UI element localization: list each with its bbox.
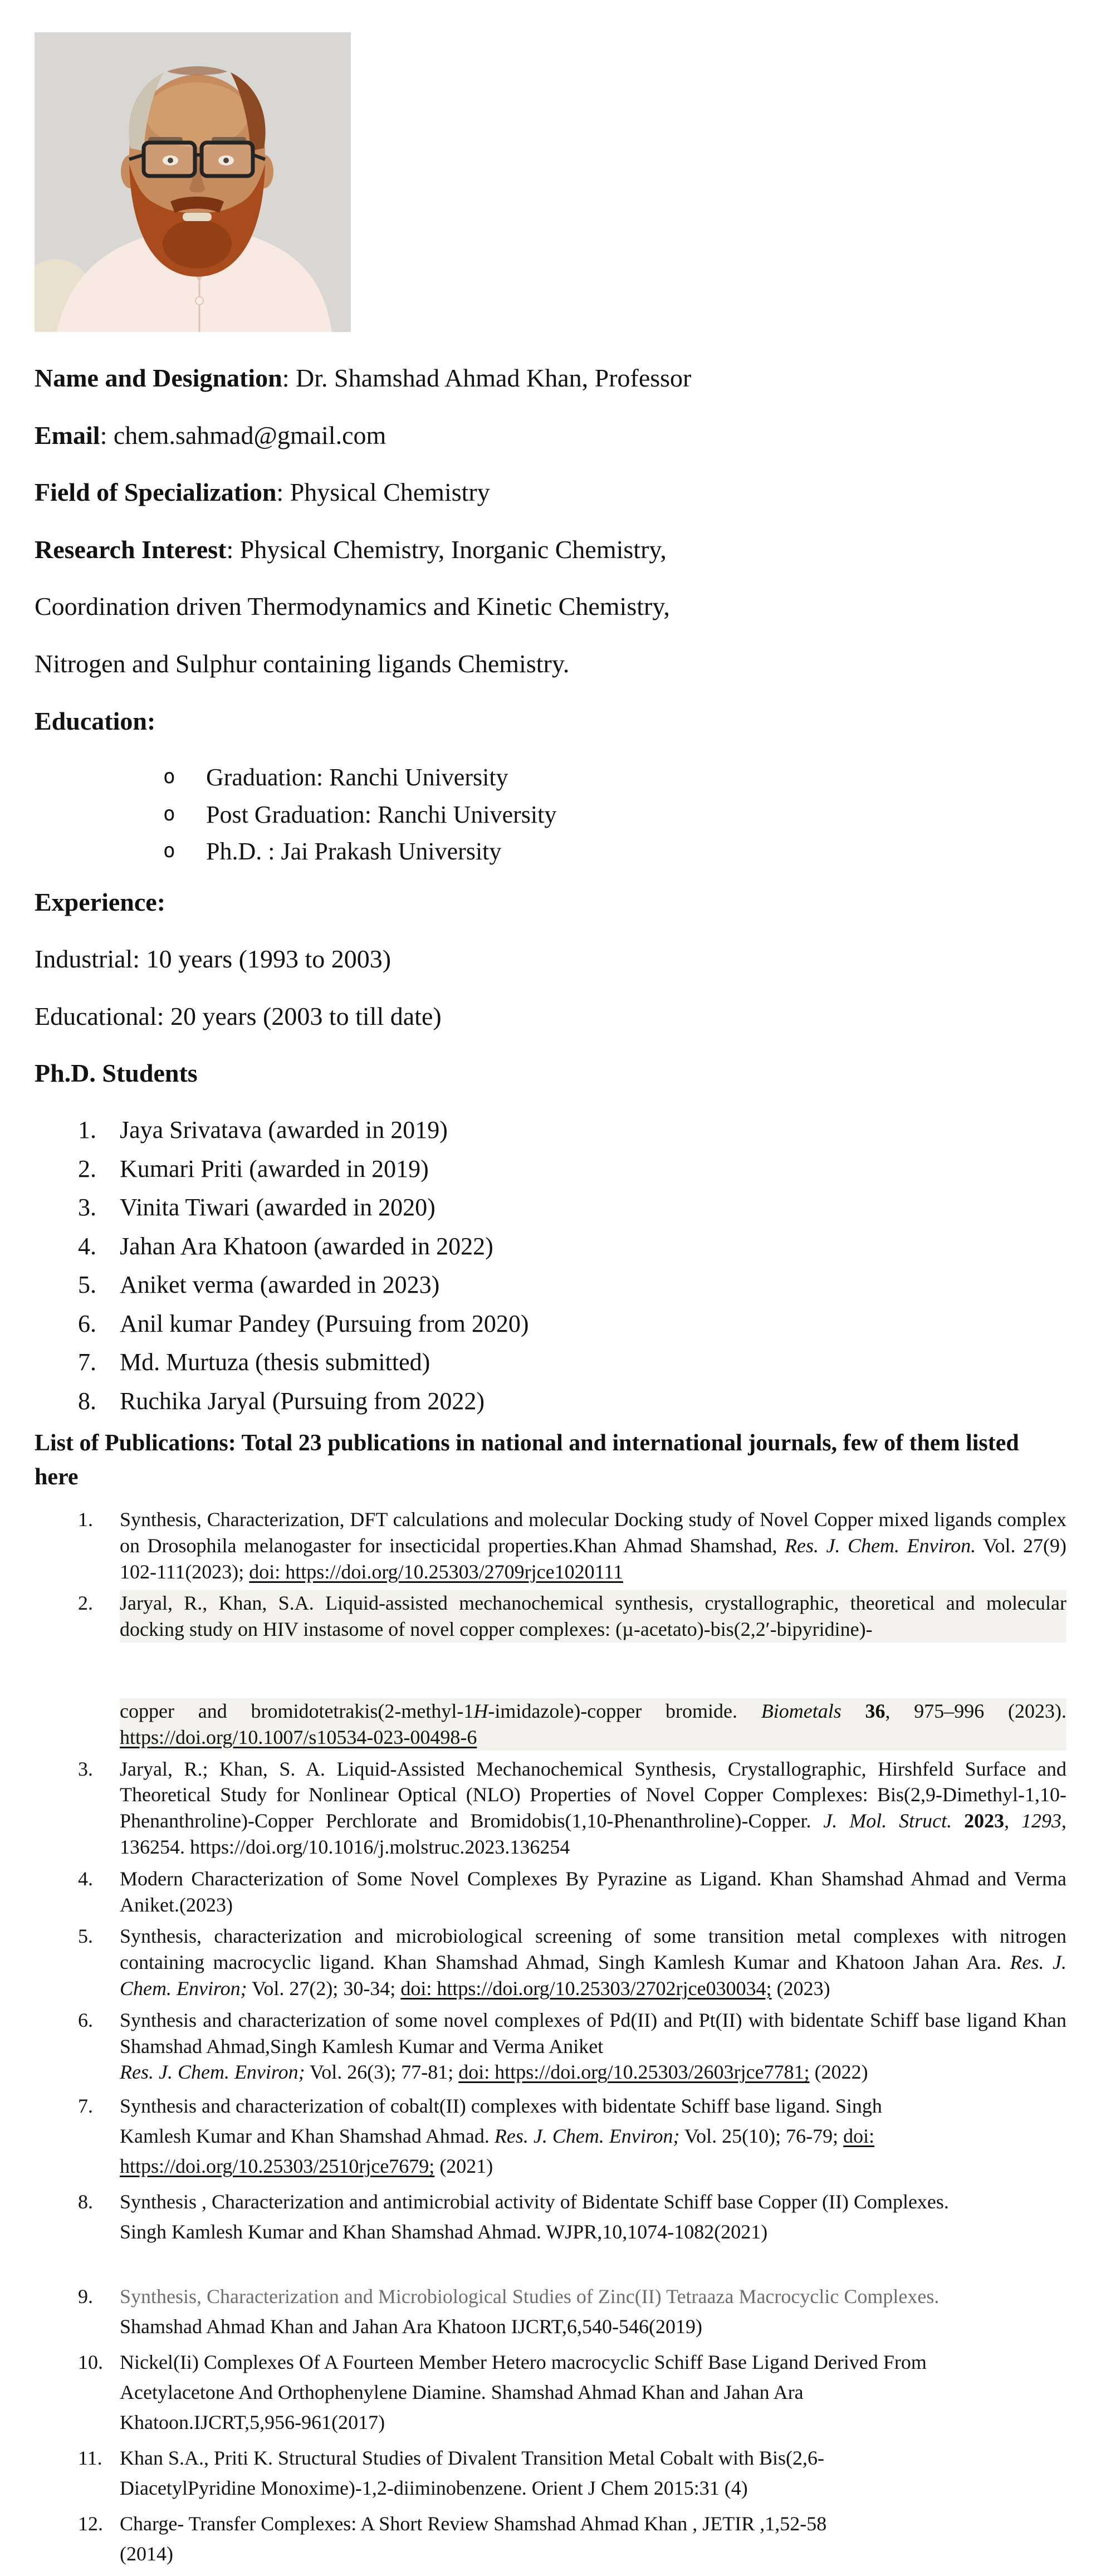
- text-run: Vol. 27(9) 102-111(2023);: [120, 1534, 1067, 1583]
- text-run: H: [473, 1699, 488, 1722]
- text-run: Vol. 25(10); 76-79;: [679, 2125, 844, 2148]
- text-run: Synthesis , Characterization and antimicrobial activity of Bidentate Schiff base Copper (II) Complexes.: [120, 2191, 949, 2213]
- circle-bullet: o: [163, 802, 175, 825]
- education-item-text: Post Graduation: Ranchi University: [206, 800, 557, 828]
- text-run: , 136254. https://doi.org/10.1016/j.molstruc.2023.136254: [120, 1810, 1066, 1858]
- publication-item: [78, 2187, 1066, 2247]
- text-run: Res. J. Chem. Environ;: [120, 1951, 1066, 2000]
- publication-text: [120, 2347, 1066, 2437]
- phd-student-item: [78, 1388, 1066, 1415]
- text-run: Jaryal, R.; Khan, S. A. Liquid-Assisted Mechanochemical Synthesis, Crystallographic, Hirshfeld Surface and Theoretical Study for Nonlinear Optical (NLO) Properties of Novel Copper Complexes: Bis(2,9-Dimethyl-1,10-Phenanthroline)-Copper Perchlorate and Bromidobis(1,10-Phenanthroline)-Copper.: [120, 1757, 1066, 1832]
- list-number: 3.: [78, 1194, 96, 1221]
- publication-item: [78, 2091, 1066, 2181]
- text-run: Synthesis and characterization of some novel complexes of Pd(II) and Pt(II) with bidentate Schiff base ligand Khan Shamshad Ahmad,Singh Kamlesh Kumar and Verma Aniket: [120, 2008, 1066, 2057]
- phd-student-text: Md. Murtuza (thesis submitted): [120, 1348, 430, 1376]
- text-run: Singh Kamlesh Kumar and Khan Shamshad Ahmad. WJPR,10,1074-1082(2021): [120, 2221, 768, 2243]
- publication-item: [78, 2347, 1066, 2437]
- doi-link[interactable]: doi: https://doi.org/10.25303/2603rjce7781;: [458, 2061, 810, 2084]
- publication-text: [120, 2509, 1066, 2569]
- profile-field-line-value: Coordination driven Thermodynamics and Kinetic Chemistry,: [35, 592, 670, 621]
- list-number: 2.: [78, 1592, 93, 1615]
- list-number: 8.: [78, 2191, 93, 2213]
- education-item: [163, 801, 1066, 828]
- publication-text: [120, 2443, 1066, 2503]
- portrait-illustration: [35, 32, 351, 332]
- list-number: 7.: [78, 1348, 96, 1376]
- text-run: Biometals: [761, 1699, 865, 1722]
- list-number: 7.: [78, 2095, 93, 2118]
- text-run: Synthesis, Characterization, DFT calculations and molecular Docking study of Novel Copper mixed ligands complex on Drosophila melanogaster for insecticidal properties.Khan Ahmad Shamshad,: [120, 1508, 1066, 1557]
- experience-line-value: Educational: 20 years (2003 to till date): [35, 1001, 442, 1030]
- text-run: (2021): [434, 2155, 493, 2178]
- circle-bullet: o: [163, 839, 175, 863]
- experience-heading: Experience:: [35, 887, 166, 916]
- publication-part: [120, 1698, 1066, 1751]
- text-run: Res. J. Chem. Environ.: [785, 1534, 976, 1557]
- text-run: Res. J. Chem. Environ;: [120, 2061, 305, 2084]
- text-run: Kamlesh Kumar and Khan Shamshad Ahmad.: [120, 2125, 495, 2148]
- profile-info-section: [35, 364, 1066, 678]
- experience-section: [35, 945, 1066, 1030]
- publication-part: [120, 2281, 1066, 2342]
- profile-field-line: [35, 650, 1066, 678]
- text-run: Modern Characterization of Some Novel Complexes By Pyrazine as Ligand. Khan Shamshad Ahmad and Verma Aniket.(2023): [120, 1867, 1066, 1916]
- publication-text: [120, 1866, 1066, 1918]
- publication-text: [120, 1923, 1066, 2001]
- experience-line: [35, 945, 1066, 974]
- profile-field-line-value: Nitrogen and Sulphur containing ligands Chemistry.: [35, 649, 570, 678]
- phd-student-item: [78, 1233, 1066, 1260]
- text-run: Synthesis and characterization of cobalt(II) complexes with bidentate Schiff base ligand. Singh: [120, 2095, 882, 2118]
- text-run: Khan S.A., Priti K. Structural Studies of Divalent Transition Metal Cobalt with Bis(2,6-: [120, 2447, 824, 2470]
- publication-item: [78, 1590, 1066, 1750]
- publication-item: [78, 1756, 1066, 1860]
- text-run: 36: [865, 1699, 885, 1722]
- phd-student-text: Kumari Priti (awarded in 2019): [120, 1155, 429, 1182]
- list-number: 4.: [78, 1232, 96, 1260]
- publication-part: [120, 1923, 1066, 2001]
- publication-text: [120, 2187, 1066, 2247]
- publication-text: [120, 2091, 1066, 2181]
- education-item-text: Ph.D. : Jai Prakash University: [206, 838, 502, 866]
- profile-field-line: [35, 422, 1066, 450]
- phd-student-text: Aniket verma (awarded in 2023): [120, 1271, 440, 1299]
- profile-field-line: [35, 536, 1066, 564]
- phd-student-text: Ruchika Jaryal (Pursuing from 2022): [120, 1387, 485, 1415]
- publication-item: [78, 2443, 1066, 2503]
- text-run: (2014): [120, 2543, 173, 2565]
- publication-part: [120, 2509, 1066, 2569]
- phd-student-item: [78, 1311, 1066, 1337]
- list-number: 1.: [78, 1116, 96, 1144]
- publication-item: [78, 1866, 1066, 1918]
- doi-link[interactable]: https://doi.org/10.1007/s10534-023-00498-6: [120, 1726, 477, 1748]
- text-run: DiacetylPyridine Monoxime)-1,2-diiminobenzene. Orient J Chem 2015:31 (4): [120, 2477, 748, 2500]
- publication-item: [78, 2007, 1066, 2085]
- text-run: Charge- Transfer Complexes: A Short Review Shamshad Ahmad Khan , JETIR ,1,52-58: [120, 2513, 827, 2535]
- profile-photo: [35, 32, 351, 332]
- list-number: 4.: [78, 1867, 93, 1890]
- publication-item: [78, 1507, 1066, 1585]
- phd-student-text: Jahan Ara Khatoon (awarded in 2022): [120, 1232, 493, 1260]
- profile-field-line: [35, 364, 1066, 393]
- publications-heading: List of Publications: Total 23 publications in national and international journals, few of them listed here: [35, 1430, 1019, 1490]
- text-run: J. Mol. Struct.: [823, 1810, 965, 1832]
- list-number: 12.: [78, 2513, 103, 2535]
- publication-part: [120, 1866, 1066, 1918]
- profile-field-line-label: Email: [35, 421, 100, 449]
- phd-student-text: Vinita Tiwari (awarded in 2020): [120, 1194, 435, 1221]
- text-run: 1293: [1021, 1810, 1061, 1832]
- phd-student-item: [78, 1272, 1066, 1298]
- publication-item: [78, 1923, 1066, 2001]
- text-run: Vol. 27(2); 30-34;: [247, 1977, 401, 2000]
- list-number: 11.: [78, 2447, 102, 2470]
- text-run: -imidazole)-copper bromide.: [488, 1699, 761, 1722]
- publication-text: [120, 1507, 1066, 1585]
- publication-item: [78, 2281, 1066, 2342]
- doi-link[interactable]: doi: https://doi.org/10.25303/2709rjce1020111: [249, 1560, 623, 1583]
- list-number: 2.: [78, 1155, 96, 1182]
- publication-part: [120, 1507, 1066, 1585]
- doi-link[interactable]: https://doi.org/10.25303/2510rjce7679;: [120, 2155, 435, 2178]
- text-run: (2022): [809, 2061, 868, 2084]
- phd-student-text: Jaya Srivatava (awarded in 2019): [120, 1116, 448, 1144]
- publication-part: [120, 2443, 1066, 2503]
- list-number: 3.: [78, 1757, 93, 1780]
- text-run: Jaryal, R., Khan, S.A. Liquid-assisted mechanochemical synthesis, crystallographic, theoretical and molecular docking study on HIV instasome of novel copper complexes: (µ-acetato)-bis(2,2′-bipyridine)-: [120, 1592, 1066, 1641]
- circle-bullet: o: [163, 765, 175, 789]
- publication-text: [120, 2007, 1066, 2085]
- list-number: 10.: [78, 2351, 103, 2374]
- doi-link[interactable]: doi:: [843, 2125, 875, 2148]
- publication-part: [120, 2187, 1066, 2247]
- education-item: [163, 838, 1066, 865]
- text-run: copper and bromidotetrakis(2-methyl-1: [120, 1699, 474, 1722]
- profile-field-line-value: : Dr. Shamshad Ahmad Khan, Professor: [282, 364, 692, 392]
- education-list: [35, 764, 1066, 865]
- phd-student-text: Anil kumar Pandey (Pursuing from 2020): [120, 1309, 529, 1337]
- publication-part: [120, 1756, 1066, 1860]
- publication-text: [120, 2281, 1066, 2342]
- publication-part: [120, 2347, 1066, 2437]
- list-number: 5.: [78, 1271, 96, 1299]
- profile-field-line-value: : chem.sahmad@gmail.com: [100, 421, 386, 449]
- phd-students-list: [35, 1117, 1066, 1414]
- publication-text: [120, 1590, 1066, 1750]
- list-number: 9.: [78, 2285, 93, 2308]
- list-number: 6.: [78, 1309, 96, 1337]
- education-item: [163, 764, 1066, 791]
- publication-part: [120, 2091, 1066, 2181]
- publications-list: [35, 1507, 1066, 2569]
- text-run: Vol. 26(3); 77-81;: [305, 2061, 459, 2084]
- phd-student-item: [78, 1194, 1066, 1221]
- list-number: 5.: [78, 1925, 93, 1948]
- phd-student-item: [78, 1117, 1066, 1143]
- text-run: Synthesis, characterization and microbiological screening of some transition metal complexes with nitrogen containing macrocyclic ligand. Khan Shamshad Ahmad, Singh Kamlesh Kumar and Khatoon Jahan Ara.: [120, 1925, 1066, 1974]
- publication-item: [78, 2509, 1066, 2569]
- phd-student-item: [78, 1156, 1066, 1182]
- text-run: , 975–996 (2023).: [885, 1699, 1067, 1722]
- education-heading: Education:: [35, 706, 156, 735]
- text-run: Khatoon.IJCRT,5,956-961(2017): [120, 2411, 385, 2434]
- list-number: 8.: [78, 1387, 96, 1415]
- text-run: Synthesis, Characterization and Microbiological Studies of Zinc(II) Tetraaza Macrocyclic Complexes.: [120, 2285, 939, 2308]
- doi-link[interactable]: doi: https://doi.org/10.25303/2702rjce030034;: [400, 1977, 772, 2000]
- text-run: 2023: [964, 1810, 1005, 1832]
- publication-text: [120, 1756, 1066, 1860]
- experience-line: [35, 1003, 1066, 1031]
- list-number: 1.: [78, 1508, 93, 1531]
- text-run: (2023): [771, 1977, 830, 2000]
- publication-part: [120, 1590, 1066, 1643]
- phd-students-heading: Ph.D. Students: [35, 1059, 198, 1088]
- profile-field-line: [35, 593, 1066, 621]
- text-run: Acetylacetone And Orthophenylene Diamine. Shamshad Ahmad Khan and Jahan Ara: [120, 2381, 804, 2404]
- text-run: ,: [1004, 1810, 1021, 1832]
- profile-field-line-label: Name and Designation: [35, 364, 282, 392]
- experience-line-value: Industrial: 10 years (1993 to 2003): [35, 945, 392, 974]
- profile-field-line-label: Field of Specialization: [35, 478, 277, 507]
- profile-field-line: [35, 478, 1066, 507]
- list-number: 6.: [78, 2008, 93, 2031]
- profile-field-line-value: : Physical Chemistry: [276, 478, 490, 507]
- profile-field-line-label: Research Interest: [35, 535, 227, 564]
- text-run: Shamshad Ahmad Khan and Jahan Ara Khatoon IJCRT,6,540-546(2019): [120, 2315, 703, 2338]
- phd-student-item: [78, 1349, 1066, 1376]
- publication-part: [120, 2007, 1066, 2085]
- text-run: Nickel(Ii) Complexes Of A Fourteen Member Hetero macrocyclic Schiff Base Ligand Derived From: [120, 2351, 927, 2374]
- profile-field-line-value: : Physical Chemistry, Inorganic Chemistry,: [226, 535, 667, 564]
- education-item-text: Graduation: Ranchi University: [206, 764, 508, 791]
- text-run: Res. J. Chem. Environ;: [494, 2125, 680, 2148]
